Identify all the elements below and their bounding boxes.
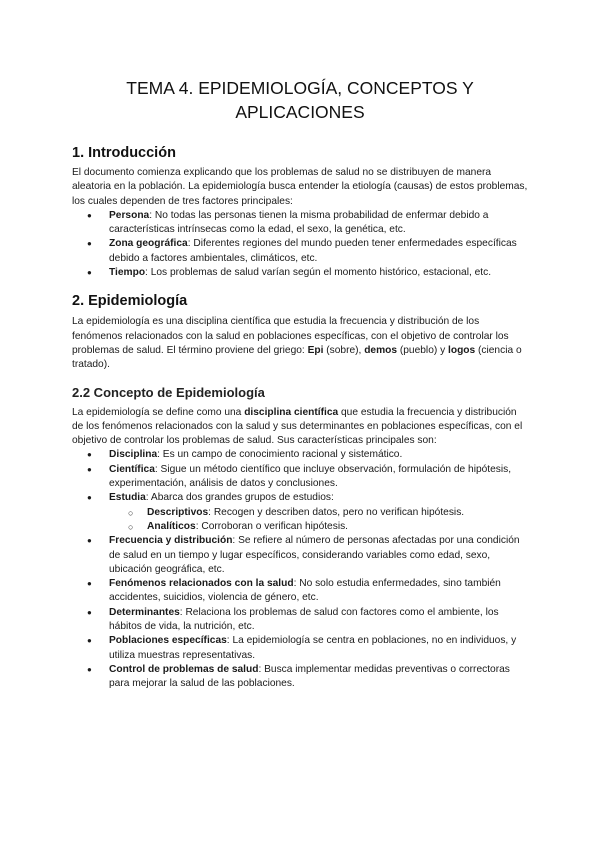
- term-disciplina-cientifica: disciplina científica: [244, 406, 339, 418]
- paragraph-text: que estudia la frecuencia y distribución de los fenómenos relacionados con la salud y sus determinantes en poblaciones específicas, con el objetivo de controlar los problemas de salud. Sus características principales son:: [72, 406, 523, 447]
- term-epi: Epi: [307, 344, 324, 356]
- document-title: TEMA 4. EPIDEMIOLOGÍA, CONCEPTOS Y APLICACIONES: [126, 78, 474, 122]
- list-item-text: : No solo estudia enfermedades, sino también accidentes, suicidios, violencia de género, etc.: [109, 578, 501, 604]
- paragraph-text: La epidemiología se define como una: [72, 406, 245, 418]
- paragraph-text: La epidemiología es una disciplina científica que estudia la frecuencia y distribución de los fenómenos relacionados con la salud en poblaciones específicas, con el objetivo de controlar los problemas de salud. El término proviene del griego:: [72, 316, 509, 356]
- term-demos: demos: [364, 344, 398, 356]
- list-item-text: : Diferentes regiones del mundo pueden tener enfermedades específicas debido a factores ambientales, climáticos, etc.: [109, 238, 517, 264]
- sub-list-item-term: Descriptivos: [147, 506, 209, 518]
- list-item-text: : La epidemiología se centra en poblaciones, no en individuos, y utiliza muestras representativas.: [109, 635, 517, 661]
- list-item-term: Persona: [109, 209, 150, 221]
- concepto-paragraph: [72, 406, 528, 449]
- list-item: [72, 266, 528, 280]
- sub-list-item: [109, 506, 528, 520]
- section-heading-epidemiologia: 2. Epidemiología: [72, 293, 188, 310]
- paragraph-text: (sobre),: [323, 344, 365, 356]
- characteristics-list: [72, 448, 528, 691]
- list-item-text: : Abarca dos grandes grupos de estudios:: [145, 492, 334, 504]
- section-heading-concepto: 2.2 Concepto de Epidemiología: [72, 384, 265, 400]
- list-item: [72, 663, 528, 692]
- term-logos: logos: [448, 344, 476, 356]
- sub-list-item: [109, 520, 528, 534]
- list-item: [72, 209, 528, 238]
- intro-paragraph: El documento comienza explicando que los problemas de salud no se distribuyen de manera aleatoria en la población. La epidemiología busca entender la etiología (causas) de estos problemas, los cuales dependen de tres factores principales:: [72, 167, 528, 207]
- list-item-term: Disciplina: [109, 449, 158, 461]
- list-item: [72, 237, 528, 266]
- list-item: [72, 577, 528, 606]
- sub-list-item-term: Analíticos: [147, 520, 196, 532]
- study-types-list: [109, 506, 528, 535]
- paragraph-text: (ciencia o tratado).: [72, 344, 522, 371]
- epidemiologia-paragraph: [72, 315, 528, 372]
- list-item: [72, 534, 528, 577]
- list-item-text: : No todas las personas tienen la misma probabilidad de enfermar debido a características intrínsecas como la edad, el sexo, la genética, etc.: [109, 209, 489, 236]
- list-item: [72, 448, 528, 462]
- sub-list-item-text: : Recogen y describen datos, pero no verifican hipótesis.: [208, 506, 465, 518]
- list-item-text: : Los problemas de salud varían según el momento histórico, estacional, etc.: [145, 267, 492, 279]
- list-item: [72, 634, 528, 663]
- list-item-term: Poblaciones específicas: [109, 635, 227, 647]
- list-item-term: Tiempo: [109, 267, 146, 279]
- list-item-term: Estudia: [109, 492, 146, 504]
- list-item-text: : Relaciona los problemas de salud con factores como el ambiente, los hábitos de vida, la nutrición, etc.: [109, 606, 499, 633]
- section-heading-introduccion: 1. Introducción: [72, 145, 176, 161]
- list-item-term: Fenómenos relacionados con la salud: [109, 578, 294, 590]
- paragraph-text: (pueblo) y: [397, 344, 449, 356]
- list-item-term: Zona geográfica: [109, 238, 188, 250]
- list-item-term: Control de problemas de salud: [109, 663, 259, 675]
- sub-list-item-text: : Corroboran o verifican hipótesis.: [195, 520, 349, 532]
- list-item-term: Frecuencia y distribución: [109, 535, 233, 547]
- list-item: [72, 463, 528, 492]
- list-item-text: : Busca implementar medidas preventivas o correctoras para mejorar la salud de las poblaciones.: [109, 663, 510, 690]
- list-item: [72, 606, 528, 635]
- list-item-term: Científica: [109, 463, 155, 475]
- list-item: [72, 491, 528, 534]
- list-item-text: : Es un campo de conocimiento racional y sistemático.: [157, 449, 403, 461]
- factors-list: [72, 209, 528, 280]
- list-item-text: : Sigue un método científico que incluye observación, formulación de hipótesis, experimentación, análisis de datos y conclusiones.: [109, 463, 512, 490]
- list-item-text: : Se refiere al número de personas afectadas por una condición de salud en un tiempo y lugar específicos, considerando variables como edad, sexo, ubicación geográfica, etc.: [109, 535, 520, 575]
- list-item-term: Determinantes: [109, 606, 180, 618]
